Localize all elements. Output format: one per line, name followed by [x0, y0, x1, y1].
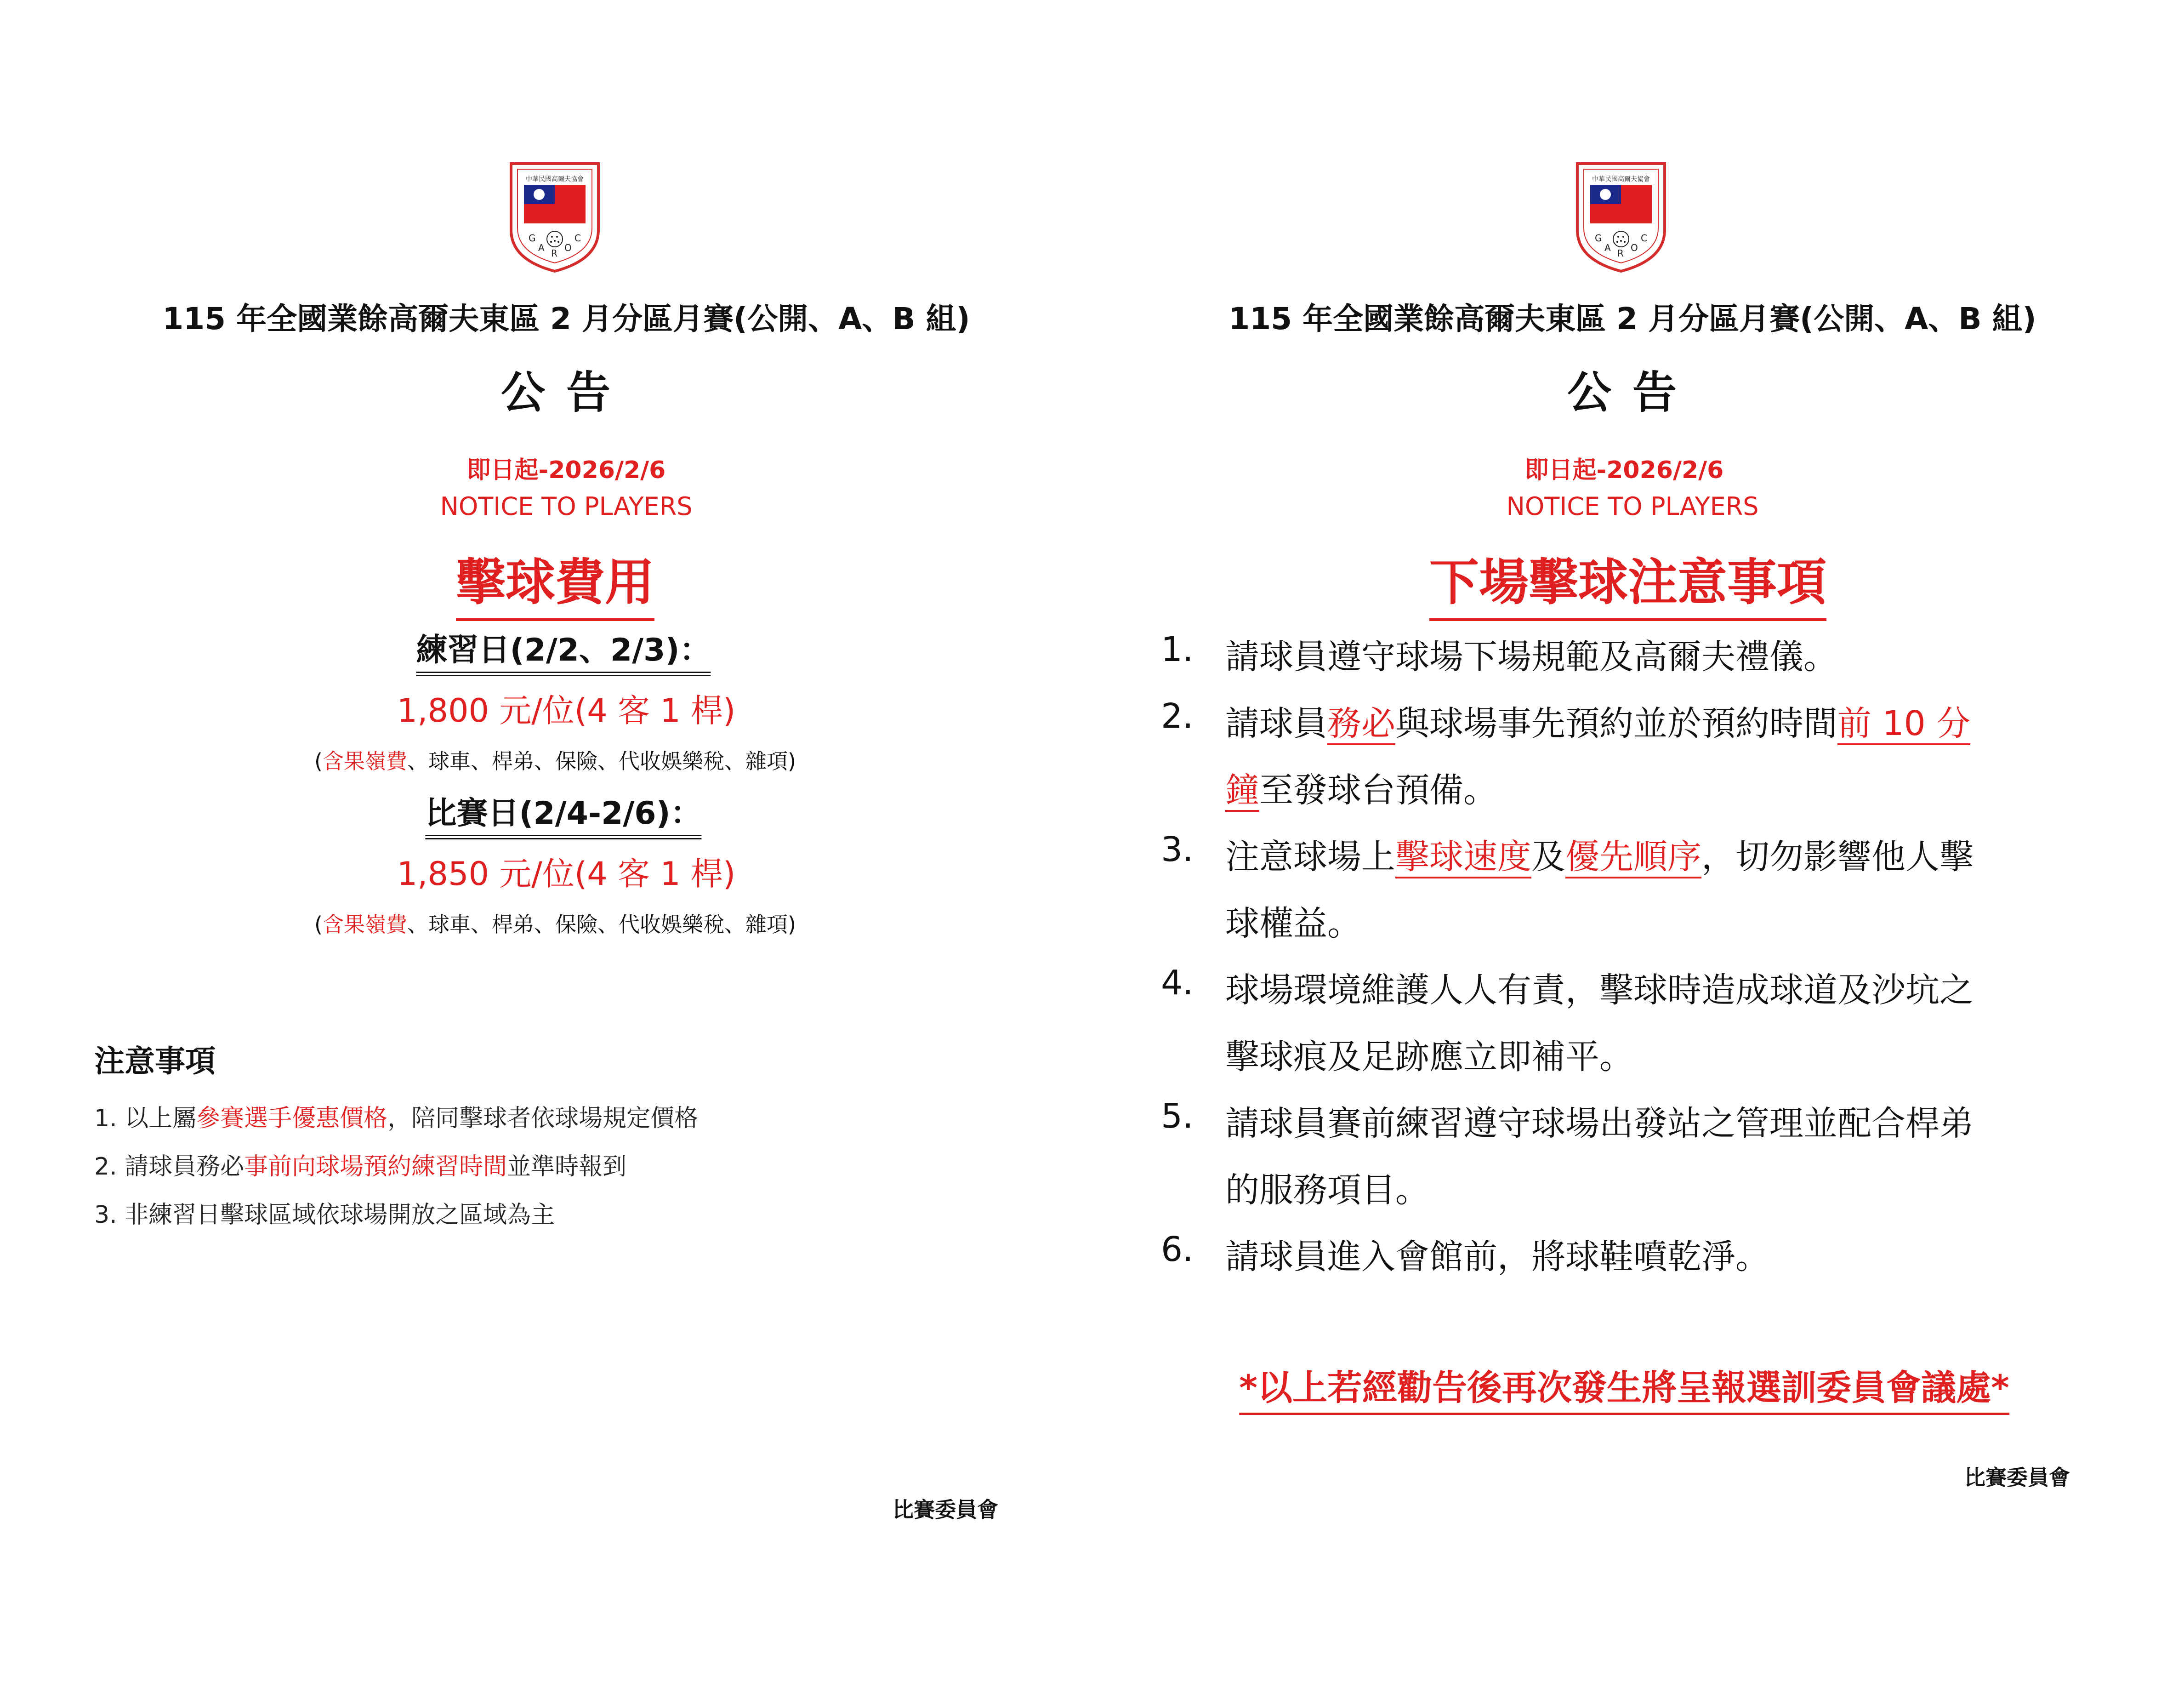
list-item-continuation: 球權益。: [1225, 904, 1361, 943]
item-highlight: 優先順序: [1565, 837, 1701, 878]
garoc-emblem-icon: [1574, 161, 1668, 274]
note-text: 1. 以上屬: [94, 1105, 197, 1132]
list-item-continuation: 的服務項目。: [1225, 1170, 1429, 1210]
svg-text:中華民國高爾夫協會: 中華民國高爾夫協會: [526, 176, 584, 183]
item-text: 與球場事先預約並於預約時間: [1395, 704, 1837, 743]
page-title: 115 年全國業餘高爾夫東區 2 月分區月賽(公開、A、B 組): [162, 301, 970, 336]
etiquette-section-title: 下場擊球注意事項: [1429, 542, 1826, 621]
note-highlight: 事前向球場預約練習時間: [244, 1153, 507, 1180]
list-number: 3.: [1161, 830, 1194, 869]
announcement-heading: 公告: [1567, 367, 1698, 418]
notice-to-players: NOTICE TO PLAYERS: [1506, 492, 1759, 521]
item-highlight: 鐘: [1225, 770, 1259, 812]
note-text: 並準時報到: [507, 1153, 627, 1180]
includes-items: 、球車、桿弟、保險、代收娛樂稅、雜項): [407, 912, 796, 937]
list-number: 4.: [1161, 963, 1194, 1003]
garoc-logo: [507, 161, 602, 274]
warning-notice: *以上若經勸告後再次發生將呈報選訓委員會議處*: [1239, 1360, 2009, 1415]
includes-green-fee: 含果嶺費: [323, 749, 407, 774]
list-number: 2.: [1161, 696, 1194, 736]
list-item: 球場環境維護人人有責，擊球時造成球道及沙坑之: [1225, 970, 1974, 1010]
page-title: 115 年全國業餘高爾夫東區 2 月分區月賽(公開、A、B 組): [1228, 301, 2036, 336]
note-item: [94, 1099, 698, 1133]
match-day-includes: [314, 908, 796, 938]
note-text: 3. 非練習日擊球區域依球場開放之區域為主: [94, 1201, 555, 1229]
svg-text:A: A: [538, 242, 545, 253]
list-item: 請球員遵守球場下場規範及高爾夫禮儀。: [1225, 637, 1837, 677]
note-text: ，陪同擊球者依球場規定價格: [387, 1105, 699, 1132]
list-number: 1.: [1161, 630, 1194, 669]
svg-text:中華民國高爾夫協會: 中華民國高爾夫協會: [1592, 176, 1650, 183]
garoc-emblem-icon: [507, 161, 602, 274]
match-day-heading: 比賽日(2/4-2/6)：: [425, 788, 701, 839]
list-item: 請球員賽前練習遵守球場出發站之管理並配合桿弟: [1225, 1104, 1974, 1143]
right-notice-panel: [1092, 0, 2184, 1688]
svg-text:G: G: [529, 233, 536, 244]
note-highlight: 參賽選手優惠價格: [196, 1105, 388, 1132]
fee-section-title: 擊球費用: [456, 542, 654, 621]
svg-text:C: C: [574, 233, 581, 244]
item-highlight: 前 10 分: [1837, 704, 1970, 745]
svg-text:C: C: [1641, 233, 1647, 244]
svg-text:O: O: [1631, 242, 1638, 253]
includes-paren: (: [314, 912, 323, 937]
note-item: [94, 1147, 626, 1181]
practice-day-price: 1,800 元/位(4 客 1 桿): [397, 692, 736, 730]
committee-signature: 比賽委員會: [1964, 1465, 2070, 1490]
svg-text:R: R: [1617, 248, 1624, 259]
list-number: 6.: [1161, 1230, 1194, 1269]
svg-text:O: O: [564, 242, 572, 253]
list-item: [1225, 696, 1970, 745]
svg-text:R: R: [551, 248, 557, 259]
includes-green-fee: 含果嶺費: [323, 912, 407, 937]
committee-signature: 比賽委員會: [893, 1497, 998, 1522]
includes-items: 、球車、桿弟、保險、代收娛樂稅、雜項): [407, 749, 796, 774]
list-item: [1225, 830, 1974, 878]
match-day-price: 1,850 元/位(4 客 1 桿): [397, 855, 736, 893]
list-item-continuation: [1225, 763, 1497, 812]
item-text: 請球員: [1225, 704, 1327, 743]
item-text: 注意球場上: [1225, 837, 1395, 877]
item-text: ，切勿影響他人擊: [1701, 837, 1974, 877]
svg-text:G: G: [1595, 233, 1602, 244]
practice-day-includes: [314, 745, 796, 775]
list-number: 5.: [1161, 1096, 1194, 1136]
note-text: 2. 請球員務必: [94, 1153, 245, 1180]
item-text: 及: [1531, 837, 1565, 877]
announcement-heading: 公告: [501, 367, 631, 418]
item-text: 至發球台預備。: [1259, 770, 1497, 810]
item-highlight: 務必: [1327, 704, 1395, 745]
effective-date: 即日起-2026/2/6: [1524, 456, 1724, 484]
includes-paren: (: [314, 749, 323, 774]
practice-day-heading: 練習日(2/2、2/3)：: [416, 625, 711, 676]
list-item: 請球員進入會館前，將球鞋噴乾淨。: [1225, 1237, 1769, 1277]
effective-date: 即日起-2026/2/6: [466, 456, 666, 484]
notes-heading: 注意事項: [94, 1044, 216, 1079]
garoc-logo: [1574, 161, 1668, 274]
note-item: [94, 1195, 555, 1230]
notice-to-players: NOTICE TO PLAYERS: [440, 492, 693, 521]
item-highlight: 擊球速度: [1395, 837, 1531, 878]
list-item-continuation: 擊球痕及足跡應立即補平。: [1225, 1037, 1633, 1077]
svg-text:A: A: [1604, 242, 1611, 253]
